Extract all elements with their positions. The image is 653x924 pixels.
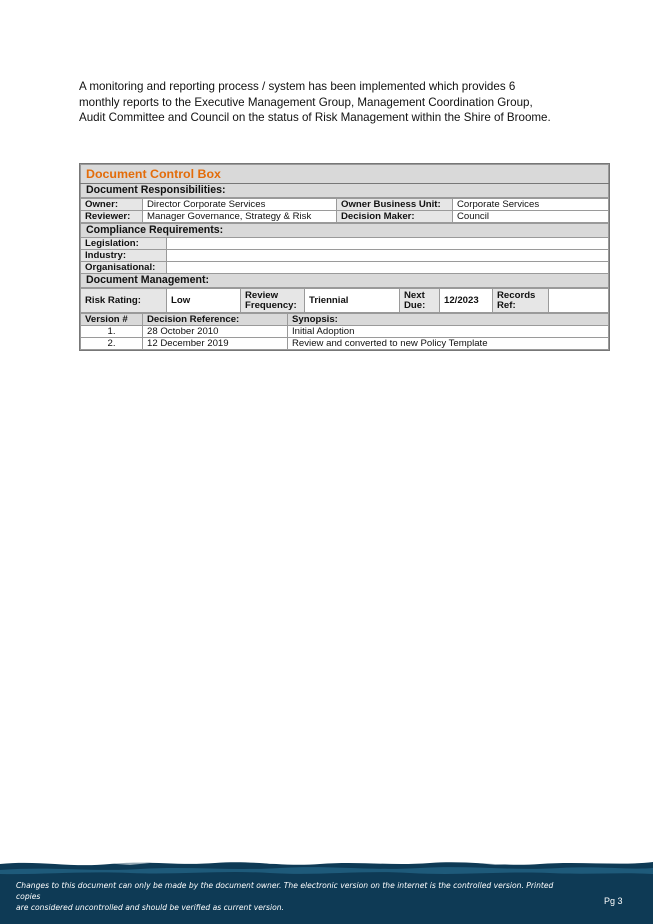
management-table	[80, 288, 609, 313]
review-frequency-label: Review Frequency:	[241, 289, 305, 313]
version-cell: 2.	[81, 338, 143, 350]
risk-rating-label: Risk Rating:	[81, 289, 167, 313]
industry-label: Industry:	[81, 250, 167, 262]
organisational-label: Organisational:	[81, 262, 167, 274]
footer-disclaimer-line-1: Changes to this document can only be made by the document owner. The electronic version on the internet is the controlled version. Printed copies	[16, 881, 554, 901]
decision-reference-cell: 12 December 2019	[143, 338, 288, 350]
document-control-box	[79, 163, 610, 351]
risk-rating-value: Low	[167, 289, 241, 313]
owner-label: Owner:	[81, 199, 143, 211]
version-header: Version #	[81, 314, 143, 326]
next-due-value: 12/2023	[440, 289, 493, 313]
page-number: Pg 3	[604, 896, 623, 906]
dcb-title: Document Control Box	[81, 165, 609, 184]
footer-disclaimer	[16, 880, 576, 913]
table-row	[81, 326, 609, 338]
legislation-label: Legislation:	[81, 238, 167, 250]
industry-value	[167, 250, 609, 262]
organisational-value	[167, 262, 609, 274]
legislation-value	[167, 238, 609, 250]
decision-reference-header: Decision Reference:	[143, 314, 288, 326]
intro-line-1: A monitoring and reporting process / system has been implemented which provides 6	[79, 80, 516, 93]
dcb-title-table	[80, 164, 609, 198]
responsibilities-table	[80, 198, 609, 223]
records-ref-value	[549, 289, 609, 313]
management-heading: Document Management:	[81, 274, 609, 288]
decision-maker-label: Decision Maker:	[337, 211, 453, 223]
synopsis-cell: Initial Adoption	[288, 326, 609, 338]
owner-unit-label: Owner Business Unit:	[337, 199, 453, 211]
reviewer-value: Manager Governance, Strategy & Risk	[143, 211, 337, 223]
intro-line-3: Audit Committee and Council on the status of Risk Management within the Shire of Broome.	[79, 111, 551, 124]
review-frequency-value: Triennial	[305, 289, 400, 313]
decision-maker-value: Council	[453, 211, 609, 223]
reviewer-label: Reviewer:	[81, 211, 143, 223]
next-due-label: Next Due:	[400, 289, 440, 313]
synopsis-header: Synopsis:	[288, 314, 609, 326]
owner-unit-value: Corporate Services	[453, 199, 609, 211]
intro-paragraph	[79, 79, 599, 126]
compliance-table	[80, 223, 609, 288]
table-row	[81, 338, 609, 350]
version-cell: 1.	[81, 326, 143, 338]
responsibilities-heading: Document Responsibilities:	[81, 184, 609, 198]
owner-value: Director Corporate Services	[143, 199, 337, 211]
intro-line-2: monthly reports to the Executive Management Group, Management Coordination Group,	[79, 95, 533, 109]
synopsis-cell: Review and converted to new Policy Template	[288, 338, 609, 350]
compliance-heading: Compliance Requirements:	[81, 224, 609, 238]
records-ref-label: Records Ref:	[493, 289, 549, 313]
version-history-table	[80, 313, 609, 350]
decision-reference-cell: 28 October 2010	[143, 326, 288, 338]
footer-disclaimer-line-2: are considered uncontrolled and should be verified as current version.	[16, 903, 284, 912]
